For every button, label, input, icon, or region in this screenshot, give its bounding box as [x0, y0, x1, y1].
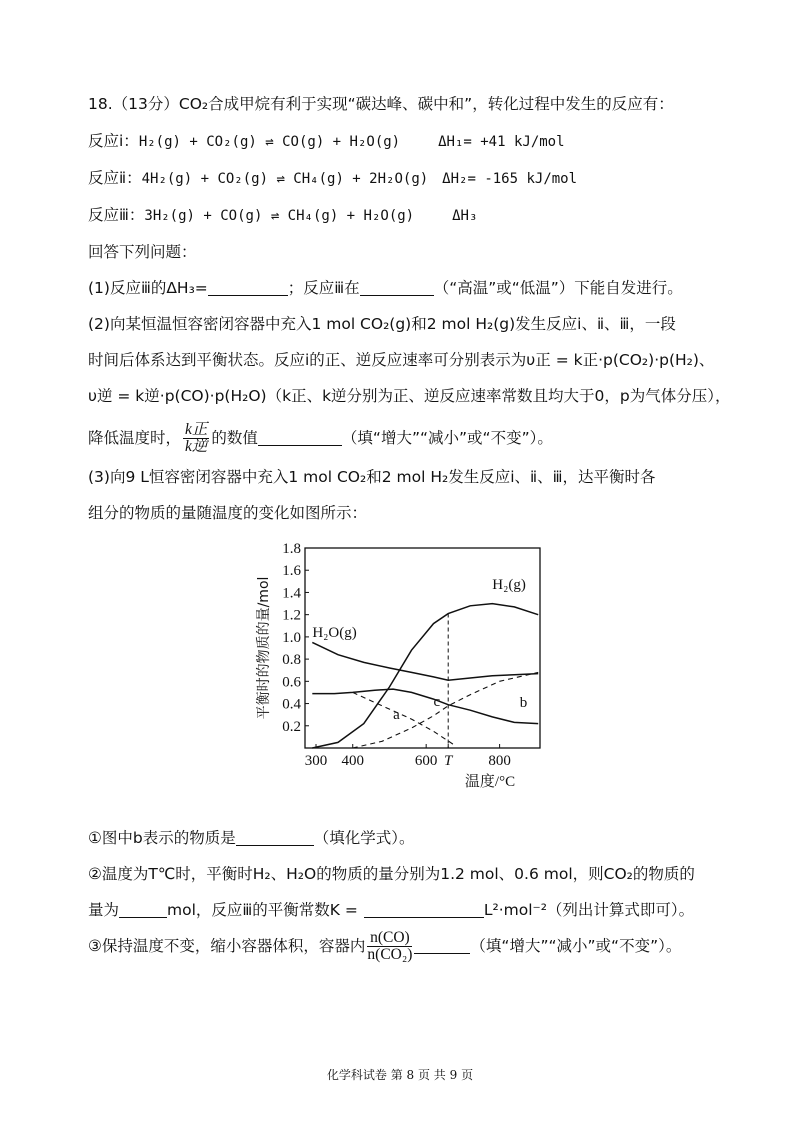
series-label-0: H₂(g) [492, 577, 526, 594]
part-2-line-4 [88, 420, 553, 456]
part-3-line-2: 组分的物质的量随温度的变化如图所示： [88, 504, 368, 522]
series-line-2 [312, 689, 538, 724]
x-tick-label: T [444, 753, 453, 769]
answer-blank-mole-ratio[interactable] [414, 939, 470, 954]
part-1-text-b: ；反应ⅲ在 [287, 279, 360, 297]
answer-blank-ratio[interactable] [258, 431, 342, 446]
x-tick-label: 800 [488, 753, 511, 769]
sub-question-2-text-c: L²·mol⁻²（列出计算式即可）。 [483, 901, 695, 919]
part-2-text-a: 降低温度时， [88, 429, 182, 447]
page-footer: 化学科试卷 第 8 页 共 9 页 [326, 1068, 474, 1082]
y-tick-label: 0.8 [282, 652, 301, 669]
reaction-3 [88, 205, 477, 226]
answer-blank-equilibrium-constant[interactable] [364, 903, 484, 918]
question-header [88, 94, 674, 114]
sub-question-2-line-2 [88, 900, 694, 920]
y-tick-label: 0.4 [282, 696, 301, 713]
y-tick-label: 1.2 [282, 607, 301, 624]
reaction-1-label: 反应ⅰ： [88, 132, 139, 150]
part-2-text-b: 的数值 [211, 429, 258, 447]
reaction-3-equation: 3H₂(g) + CO(g) ⇌ CH₄(g) + H₂O(g) [144, 208, 415, 224]
rate-constant-fraction [183, 422, 209, 455]
sub-question-3 [88, 928, 681, 964]
reaction-2 [88, 168, 577, 189]
answer-blank-dh3[interactable] [208, 281, 288, 296]
answer-prompt: 回答下列问题： [88, 243, 197, 261]
question-points: （13分） [112, 95, 179, 113]
y-tick-label: 0.2 [282, 718, 301, 735]
part-2-line-1: (2)向某恒温恒容密闭容器中充入1 mol CO₂(g)和2 mol H₂(g)发生反应ⅰ、ⅱ、ⅲ，一段 [88, 315, 676, 333]
sub-question-2-line-1: ②温度为T℃时，平衡时H₂、H₂O的物质的量分别为1.2 mol、0.6 mol，则CO₂的物质的 [88, 865, 695, 883]
dashed-series-line-c [353, 672, 539, 748]
answer-blank-substance-b[interactable] [236, 831, 314, 846]
y-tick-label: 1.6 [282, 563, 301, 580]
reaction-2-enthalpy: ΔH₂= -165 kJ/mol [442, 171, 578, 187]
question-intro: CO₂合成甲烷有利于实现“碳达峰、碳中和”，转化过程中发生的反应有： [178, 95, 674, 113]
reaction-1 [88, 131, 565, 152]
fraction-denominator: k逆 [185, 438, 208, 455]
sub-question-2-text-b: mol，反应ⅲ的平衡常数K = [167, 901, 358, 919]
y-axis-label: 平衡时的物质的量/mol [256, 576, 272, 720]
y-tick-label: 0.6 [282, 674, 301, 691]
part-2-text-c: （填“增大”“减小”或“不变”）。 [341, 429, 553, 447]
sub-question-3-text-a: ③保持温度不变，缩小容器体积，容器内 [88, 937, 366, 955]
reaction-3-label: 反应ⅲ： [88, 206, 145, 224]
fraction-numerator: n(CO) [367, 930, 412, 947]
reaction-2-equation: 4H₂(g) + CO₂(g) ⇌ CH₄(g) + 2H₂O(g) [141, 171, 429, 187]
series-line-1 [312, 642, 538, 680]
series-label-1: H₂O(g) [312, 624, 357, 641]
part-1 [88, 278, 683, 298]
sub-question-1 [88, 828, 415, 848]
x-tick-label: 400 [341, 753, 364, 769]
annotation-label-b: b [519, 694, 528, 711]
x-tick-label: 300 [304, 753, 328, 769]
part-2-line-2: 时间后体系达到平衡状态。反应ⅰ的正、逆反应速率可分别表示为υ正 = k正·p(CO₂)·p(H₂)、 [88, 351, 715, 369]
fraction-denominator: n(CO₂) [367, 946, 413, 963]
sub-question-2-text-a: 量为 [88, 901, 120, 919]
reaction-2-label: 反应ⅱ： [88, 169, 142, 187]
reaction-1-enthalpy: ΔH₁= +41 kJ/mol [438, 134, 565, 150]
sub-question-1-text-b: （填化学式）。 [313, 829, 415, 847]
fraction-numerator: k正 [185, 421, 208, 438]
answer-blank-co2-amount[interactable] [119, 903, 167, 918]
answer-blank-temperature[interactable] [360, 281, 434, 296]
sub-question-1-text-a: ①图中b表示的物质是 [88, 829, 236, 847]
part-3-line-1: (3)向9 L恒容密闭容器中充入1 mol CO₂和2 mol H₂发生反应ⅰ、ⅱ、ⅲ，达平衡时各 [88, 468, 656, 486]
reaction-1-equation: H₂(g) + CO₂(g) ⇌ CO(g) + H₂O(g) [138, 134, 401, 150]
equilibrium-chart [250, 538, 550, 790]
y-tick-label: 1.0 [282, 629, 301, 646]
part-2-line-3: υ逆 = k逆·p(CO)·p(H₂O)（k正、k逆分别为正、逆反应速率常数且均大于0，p为气体分压）， [88, 387, 731, 405]
x-tick-label: 600 [414, 753, 438, 769]
reaction-3-enthalpy: ΔH₃ [452, 208, 478, 224]
annotation-label-a: a [393, 707, 400, 724]
part-1-text-c: （“高温”或“低温”）下能自发进行。 [433, 279, 683, 297]
annotation-label-c: c [433, 693, 441, 710]
mole-ratio-fraction [367, 930, 412, 963]
y-tick-label: 1.8 [282, 541, 301, 557]
sub-question-3-text-b: （填“增大”“减小”或“不变”）。 [470, 937, 682, 955]
part-1-text-a: (1)反应ⅲ的ΔH₃= [88, 279, 208, 297]
y-tick-label: 1.4 [282, 585, 301, 602]
question-number: 18. [88, 95, 113, 113]
x-axis-label: 温度/°C [464, 774, 516, 790]
